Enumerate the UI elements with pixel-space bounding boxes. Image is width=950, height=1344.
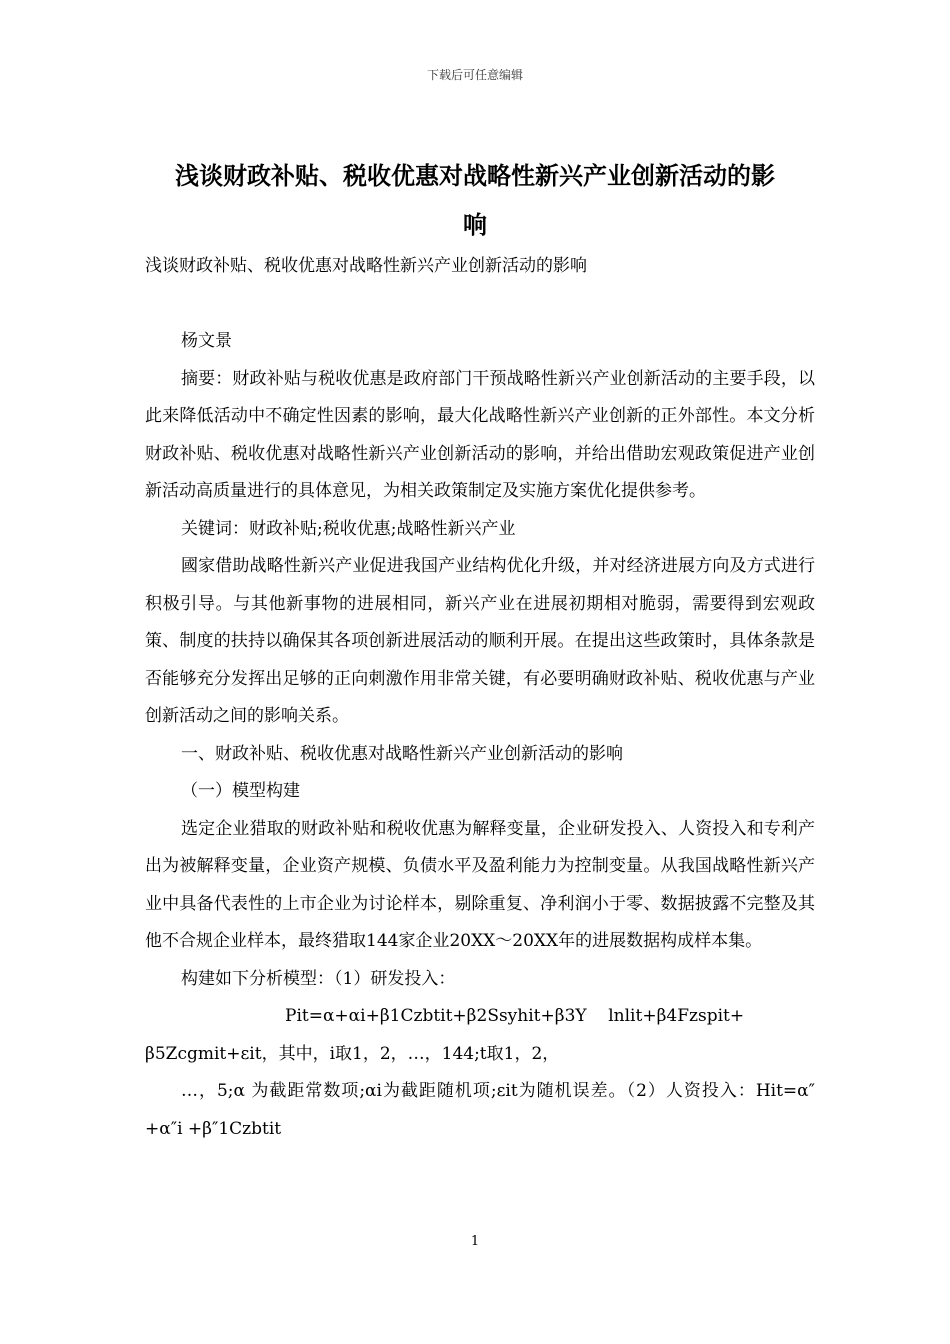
model-paragraph: 选定企业猎取的财政补贴和税收优惠为解释变量，企业研发投入、人资投入和专利产出为被解释变量，企业资产规模、负债水平及盈利能力为控制变量。从我国战略性新兴产业中具备代表性的上市企业为讨论样本，剔除重复、净利润小于零、数据披露不完整及其他不合规企业样本，最终猎取144家企业20XX～20XX年的进展数据构成样本集。 (145, 818, 815, 951)
subtitle: 浅谈财政补贴、税收优惠对战略性新兴产业创新活动的影响 (145, 256, 587, 276)
formula-explanation: …，5;α 为截距常数项;αi为截距随机项;εit为随机误差。（2）人资投入：Hit=α″ +α″i +β″1Czbtit (145, 1081, 815, 1139)
header-note: 下载后可任意编辑 (426, 68, 523, 82)
keywords-paragraph: 关键词：财政补贴;税收优惠;战略性新兴产业 (181, 518, 516, 539)
title-line-1: 浅谈财政补贴、税收优惠对战略性新兴产业创新活动的影 (175, 162, 775, 190)
formula-continuation: β5Zcgmit+εit，其中，i取1，2，…，144;t取1，2， (145, 1043, 560, 1064)
spacer (145, 286, 815, 324)
abstract-paragraph: 摘要：财政补贴与税收优惠是政府部门干预战略性新兴产业创新活动的主要手段，以此来降低活动中不确定性因素的影响，最大化战略性新兴产业创新的正外部性。本文分析财政补贴、税收优惠对战略性新兴产业创新活动的影响，并给出借助宏观政策促进产业创新活动高质量进行的具体意见，为相关政策制定及实施方案优化提供参考。 (145, 368, 815, 501)
section-heading: 一、财政补贴、税收优惠对战略性新兴产业创新活动的影响 (181, 743, 623, 764)
model-intro: 构建如下分析模型：（1）研发投入： (181, 968, 456, 989)
formula-line: Pit=α+αi+β1Czbtit+β2Ssyhit+β3Y lnlit+β4Fzspit+ (285, 1006, 745, 1026)
author: 杨文景 (181, 331, 232, 351)
page-number: 1 (470, 1234, 480, 1249)
intro-paragraph: 國家借助战略性新兴产业促进我国产业结构优化升级，并对经济进展方向及方式进行积极引导。与其他新事物的进展相同，新兴产业在进展初期相对脆弱，需要得到宏观政策、制度的扶持以确保其各项创新进展活动的顺利开展。在提出这些政策时，具体条款是否能够充分发挥出足够的正向刺激作用非常关键，有必要明确财政补贴、税收优惠与产业创新活动之间的影响关系。 (145, 556, 815, 726)
document-body (145, 248, 815, 1148)
subsection-heading: （一）模型构建 (181, 781, 300, 801)
title-line-2: 响 (463, 211, 487, 239)
